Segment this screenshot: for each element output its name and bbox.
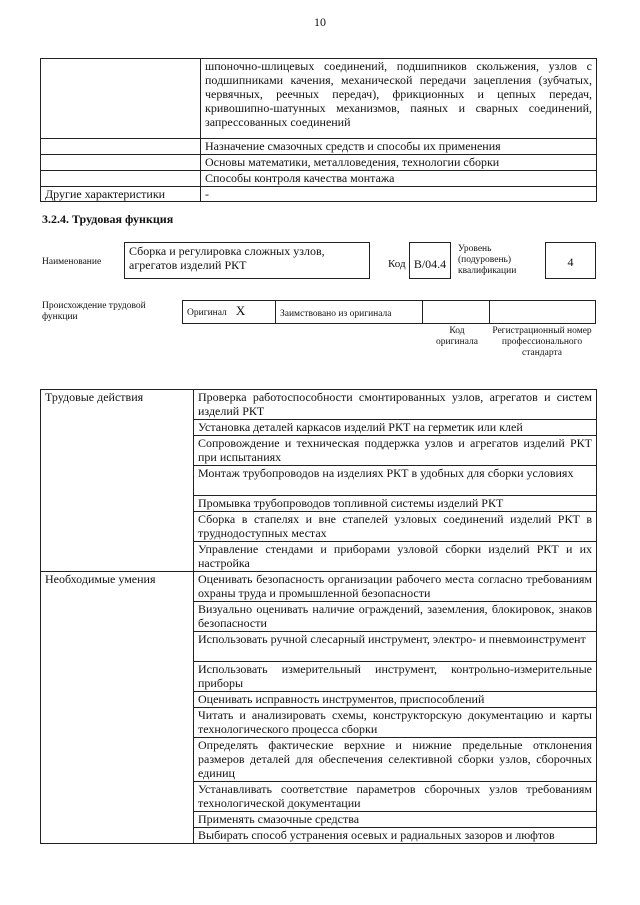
list-item: Проверка работоспособности смонтированных узлов, агрегатов и систем изделий РКТ bbox=[194, 390, 597, 420]
original-mark: Х bbox=[235, 303, 246, 318]
code-value-box bbox=[409, 242, 451, 279]
row-label bbox=[41, 59, 201, 139]
knowledge-table bbox=[40, 58, 597, 202]
list-item: Выбирать способ устранения осевых и радиальных зазоров и люфтов bbox=[194, 828, 597, 844]
list-item: Промывка трубопроводов топливной системы изделий РКТ bbox=[194, 496, 597, 512]
name-value-box bbox=[124, 242, 370, 279]
borrowed-box bbox=[275, 300, 423, 324]
original-box bbox=[182, 300, 276, 324]
list-item: Оценивать исправность инструментов, приспособлений bbox=[194, 692, 597, 708]
code-value: В/04.4 bbox=[413, 257, 447, 271]
table-row bbox=[41, 572, 597, 602]
row-value: Способы контроля качества монтажа bbox=[201, 171, 597, 187]
original-label: Оригинал bbox=[187, 308, 227, 318]
row-label: Другие характеристики bbox=[41, 187, 201, 202]
list-item: Монтаж трубопроводов на изделиях РКТ в удобных для сборки условиях bbox=[194, 466, 597, 496]
list-item: Установка деталей каркасов изделий РКТ на герметик или клей bbox=[194, 420, 597, 436]
list-item: Устанавливать соответствие параметров сборочных узлов требованиям технологической документации bbox=[194, 782, 597, 812]
table-row bbox=[41, 390, 597, 420]
group-label: Необходимые умения bbox=[41, 572, 194, 844]
row-value: - bbox=[201, 187, 597, 202]
row-label bbox=[41, 155, 201, 171]
table-row bbox=[41, 59, 597, 139]
list-item: Использовать ручной слесарный инструмент, электро- и пневмоинструмент bbox=[194, 632, 597, 662]
list-item: Оценивать безопасность организации рабочего места согласно требованиям охраны труда и промышленной безопасности bbox=[194, 572, 597, 602]
code-label: Код bbox=[388, 258, 406, 270]
row-value: Назначение смазочных средств и способы их применения bbox=[201, 139, 597, 155]
row-value: Основы математики, металловедения, технологии сборки bbox=[201, 155, 597, 171]
name-label: Наименование bbox=[42, 257, 102, 267]
list-item: Визуально оценивать наличие ограждений, заземления, блокировок, знаков безопасности bbox=[194, 602, 597, 632]
list-item: Использовать измерительный инструмент, контрольно-измерительные приборы bbox=[194, 662, 597, 692]
table-row bbox=[41, 187, 597, 202]
origin-label: Происхождение трудовой функции bbox=[42, 301, 146, 322]
page-number: 10 bbox=[314, 15, 326, 29]
row-label bbox=[41, 139, 201, 155]
row-value: шпоночно-шлицевых соединений, подшипников скольжения, узлов с подшипниками качения, механической передачи зацепления (зубчатых, червячных, реечных передач), фрикционных и цепных передач, кривошипно-шатунных механизмов, паяных и сварных соединений, запрессованных соединений bbox=[201, 59, 597, 139]
registration-caption: Регистрационный номер профессионального стандарта bbox=[492, 326, 592, 358]
list-item: Применять смазочные средства bbox=[194, 812, 597, 828]
section-title: 3.2.4. Трудовая функция bbox=[42, 212, 174, 226]
name-value: Сборка и регулировка сложных узлов, агрегатов изделий РКТ bbox=[129, 244, 325, 272]
original-code-caption: Код оригинала bbox=[436, 326, 478, 347]
level-value: 4 bbox=[567, 255, 574, 269]
list-item: Управление стендами и приборами узловой сборки изделий РКТ и их настройка bbox=[194, 542, 597, 572]
list-item: Определять фактические верхние и нижние предельные отклонения размеров деталей для обеспечения селективной сборки узлов, сборочных единиц bbox=[194, 738, 597, 782]
list-item: Сопровождение и техническая поддержка узлов и агрегатов изделий РКТ при испытаниях bbox=[194, 436, 597, 466]
table-row bbox=[41, 171, 597, 187]
group-label: Трудовые действия bbox=[41, 390, 194, 572]
borrowed-label: Заимствовано из оригинала bbox=[280, 309, 392, 319]
registration-number-box bbox=[489, 300, 596, 324]
table-row bbox=[41, 155, 597, 171]
list-item: Сборка в стапелях и вне стапелей узловых соединений изделий РКТ в труднодоступных местах bbox=[194, 512, 597, 542]
table-row bbox=[41, 139, 597, 155]
labor-function-table bbox=[40, 389, 597, 844]
original-code-box bbox=[422, 300, 490, 324]
level-value-box bbox=[545, 242, 596, 279]
list-item: Читать и анализировать схемы, конструкторскую документацию и карты технологического процесса сборки bbox=[194, 708, 597, 738]
level-label: Уровень (подуровень) квалификации bbox=[458, 244, 517, 276]
row-label bbox=[41, 171, 201, 187]
